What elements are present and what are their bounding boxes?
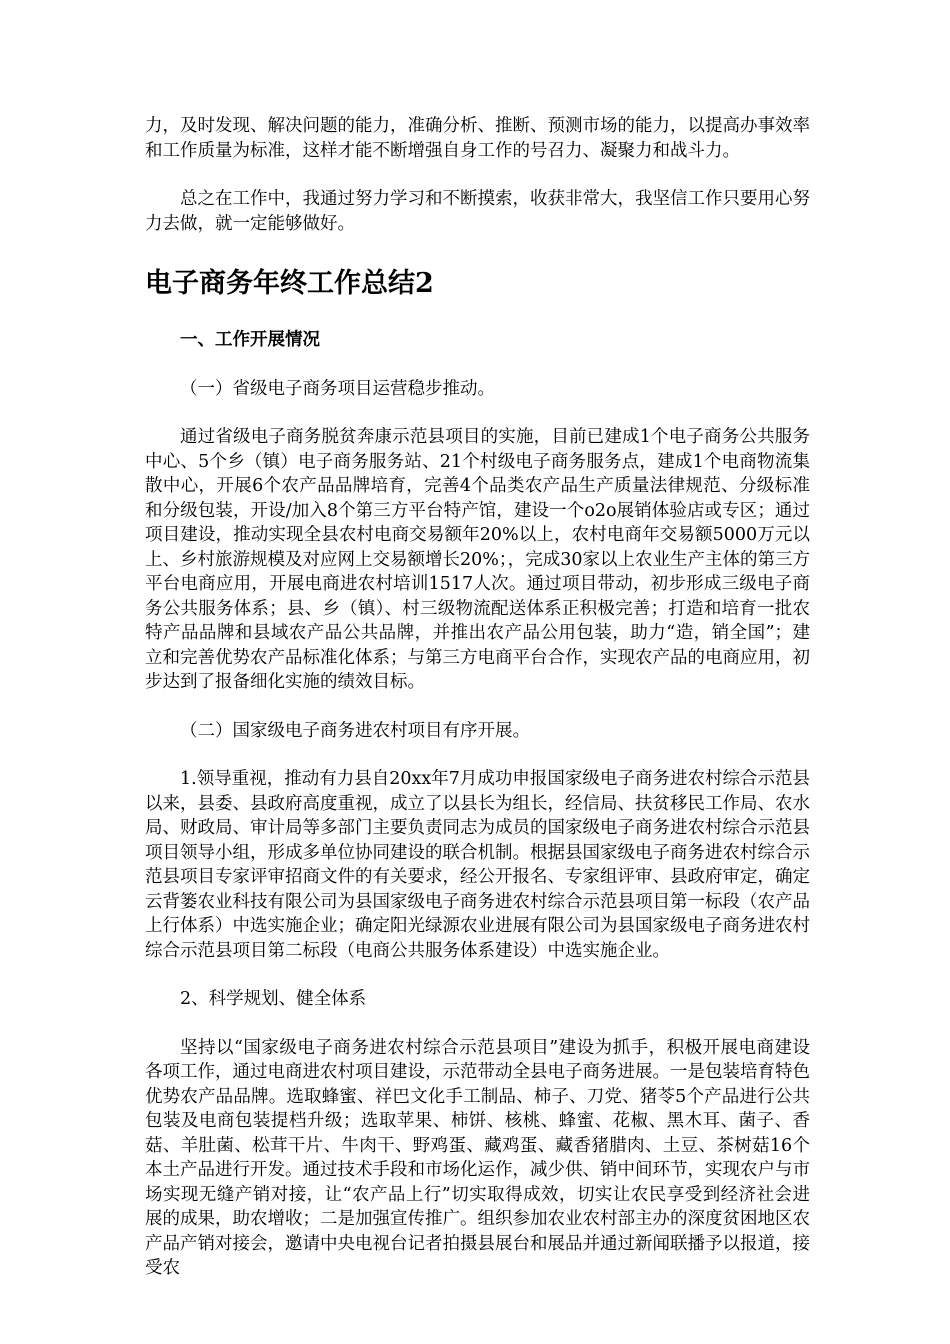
paragraph-summary: 总之在工作中，我通过努力学习和不断摸索，收获非常大，我坚信工作只要用心努力去做，就一定能够做好。 — [145, 189, 810, 234]
subsection-heading-2: （二）国家级电子商务进农村项目有序开展。 — [180, 720, 530, 741]
subsection-heading-1: （一）省级电子商务项目运营稳步推动。 — [180, 378, 495, 399]
section-heading-1: 一、工作开展情况 — [180, 330, 320, 350]
document-heading: 电子商务年终工作总结2 — [145, 268, 434, 299]
paragraph-national-project: 1.领导重视，推动有力县自20xx年7月成功申报国家级电子商务进农村综合示范县以来，县委、县政府高度重视，成立了以县长为组长，经信局、扶贫移民工作局、农水局、财政局、审计局等多部门主要负责同志为成员的国家级电子商务进农村综合示范县项目领导小组，形成多单位协同建设的联合机制。根据县国家级电子商务进农村综合示范县项目专家评审招商文件的有关要求，经公开报名、专家组评审、县政府审定，确定云背篓农业科技有限公司为县国家级电子商务进农村综合示范县项目第一标段（农产品上行体系）中选实施企业；确定阳光绿源农业进展有限公司为县国家级电子商务进农村综合示范县项目第二标段（电商公共服务体系建设）中选实施企业。 — [145, 769, 810, 961]
document-body — [145, 114, 810, 1281]
paragraph-provincial-project: 通过省级电子商务脱贫奔康示范县项目的实施，目前已建成1个电子商务公共服务中心、5个乡（镇）电子商务服务站、21个村级电子商务服务点，建成1个电商物流集散中心，开展6个农产品品牌培育，完善4个品类农产品生产质量法律规范、分级标准和分级包装，开设/加入8个第三方平台特产馆，建设一个o2o展销体验店或专区；通过项目建设，推动实现全县农村电商交易额年20%以上，农村电商年交易额5000万元以上、乡村旅游规模及对应网上交易额增长20%；，完成30家以上农业生产主体的第三方平台电商应用，开展电商进农村培训1517人次。通过项目带动，初步形成三级电子商务公共服务体系；县、乡（镇）、村三级物流配送体系正积极完善；打造和培育一批农特产品品牌和县域农产品公共品牌，并推出农产品公用包装，助力“造，销全国”；建立和完善优势农产品标准化体系；与第三方电商平台合作，实现农产品的电商应用，初步达到了报备细化实施的绩效目标。 — [145, 427, 810, 692]
subsection-heading-3: 2、科学规划、健全体系 — [180, 989, 367, 1009]
paragraph-planning: 坚持以“国家级电子商务进农村综合示范县项目”建设为抓手，积极开展电商建设各项工作，通过电商进农村项目建设，示范带动全县电子商务进展。一是包装培育特色优势农产品品牌。选取蜂蜜、祥巴文化手工制品、柿子、刀党、猪苓5个产品进行公共包装及电商包装提档升级；选取苹果、柿饼、核桃、蜂蜜、花椒、黑木耳、菌子、香菇、羊肚菌、松茸干片、牛肉干、野鸡蛋、藏鸡蛋、藏香猪腊肉、土豆、茶树菇16个本土产品进行开发。通过技术手段和市场化运作，减少供、销中间环节，实现农户与市场实现无缝产销对接，让“农产品上行”切实取得成效，切实让农民享受到经济社会进展的成果，助农增收；二是加强宣传推广。组织参加农业农村部主办的深度贫困地区农产品产销对接会，邀请中央电视台记者拍摄县展台和展品并通过新闻联播予以报道，接受农 — [145, 1037, 810, 1278]
paragraph-continued: 力，及时发现、解决问题的能力，准确分析、推断、预测市场的能力，以提高办事效率和工作质量为标准，这样才能不断增强自身工作的号召力、凝聚力和战斗力。 — [145, 116, 810, 161]
